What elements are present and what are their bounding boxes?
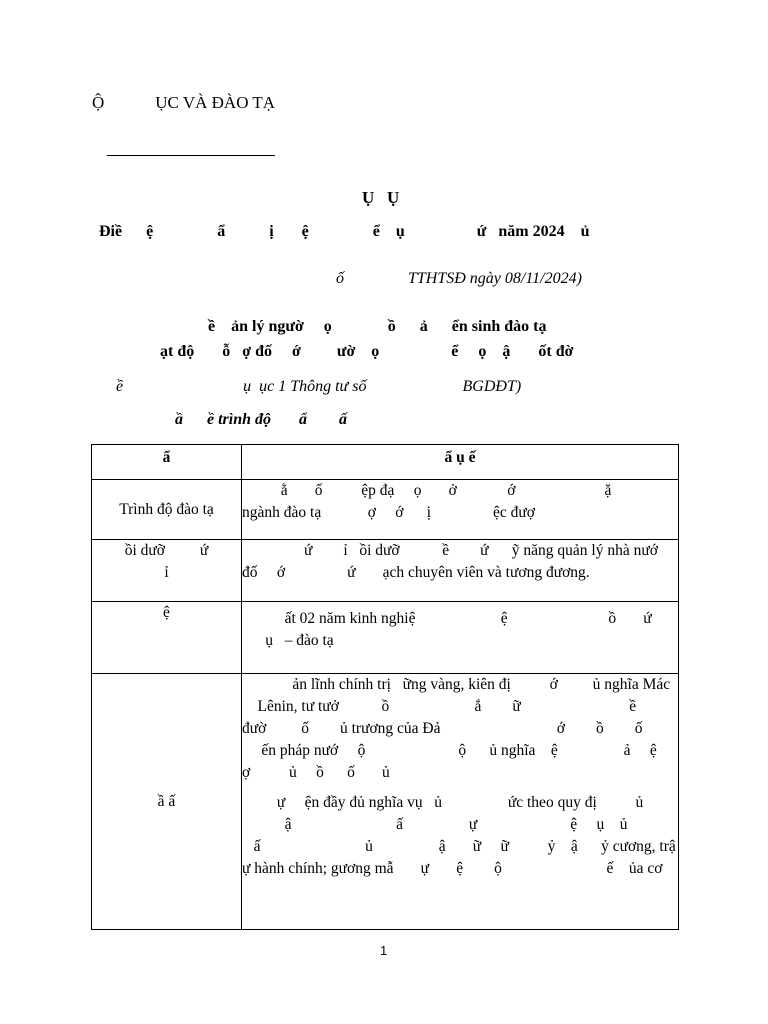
content-line: ến pháp nướ ộ ộ ủ nghĩa ệ ả ệ <box>242 742 657 759</box>
document-heading: Ụ Ụ <box>362 188 400 207</box>
row-content <box>242 674 679 930</box>
table-header-col1: ẩ <box>92 445 242 480</box>
content-line: ự hành chính; gương mẫ ự ệ ộ ế ủa cơ <box>242 860 663 877</box>
row-label <box>92 674 242 930</box>
table-row <box>92 674 679 930</box>
content-line: ợ ủ ồ ố ủ <box>242 764 390 781</box>
content-line: ằ ố ệp đạ ọ ở ớ ặ <box>242 482 612 499</box>
ministry-underline <box>107 155 275 156</box>
row-label <box>92 540 242 602</box>
content-line: ụ – đào tạ <box>242 632 334 649</box>
row-content <box>242 480 679 540</box>
table-row <box>92 480 679 540</box>
content-line: ậ ấ ự ệ ụ ủ <box>242 816 628 833</box>
row-label-line: ầ ấ <box>157 792 176 810</box>
content-line: ngành đào tạ ợ ớ ị ệc đượ <box>242 504 536 521</box>
table-row <box>92 540 679 602</box>
content-line: Lênin, tư tưở ồ ắ ữ ề <box>242 698 637 715</box>
content-line: đố ớ ứ ạch chuyên viên và tương đương. <box>242 564 590 581</box>
attachment-note: ố TTHTSĐ ngày 08/11/2024) <box>336 270 582 287</box>
row-label <box>92 480 242 540</box>
row-label <box>92 602 242 674</box>
content-line: ự ện đầy đủ nghĩa vụ ủ ức theo quy đị ủ <box>242 794 644 811</box>
section-line-4: ầ ề trình độ ẩ ấ <box>175 411 348 428</box>
row-content <box>242 540 679 602</box>
content-line: ản lĩnh chính trị ững vàng, kiên đị ớ ủ nghĩa Mác <box>242 676 671 693</box>
document-subject: Điề ệ ẩ ị ệ ể ụ ứ năm 2024 ủ <box>99 223 590 240</box>
row-content <box>242 602 679 674</box>
row-label-line: Trình độ đào tạ <box>119 500 214 518</box>
section-line-3: ề ụ ục 1 Thông tư số BGDĐT) <box>116 378 522 395</box>
content-line: ứ ỉ ồi dưỡ ề ứ ỹ năng quản lý nhà nướ <box>242 542 658 559</box>
content-line: ất 02 năm kinh nghiệ ệ ồ ứ <box>242 610 652 627</box>
section-line-2: ạt độ ỗ ợ đố ớ ườ ọ ể ọ ậ ốt đờ <box>160 343 574 360</box>
requirements-table <box>91 444 679 930</box>
ministry-name: Ộ ỤC VÀ ĐÀO TẠ <box>92 93 276 112</box>
content-line <box>242 784 678 792</box>
section-line-1: ề ản lý ngườ ọ ồ ả ển sinh đào tạ <box>208 318 547 335</box>
row-label-line: ệ <box>163 604 170 621</box>
content-line: đườ ố ủ trương của Đả ớ ồ ố <box>242 720 643 737</box>
table-header-row <box>92 445 679 480</box>
row-label-line: ỉ <box>164 564 169 581</box>
row-label-line: ồi dưỡ ứ <box>124 542 209 559</box>
page-number: 1 <box>380 943 388 958</box>
content-line: ấ ủ ậ ữ ữ ỷ ậ ỷ cương, trậ <box>242 838 676 855</box>
table-row <box>92 602 679 674</box>
table-header-col2: ẩ ụ ế <box>242 445 679 480</box>
